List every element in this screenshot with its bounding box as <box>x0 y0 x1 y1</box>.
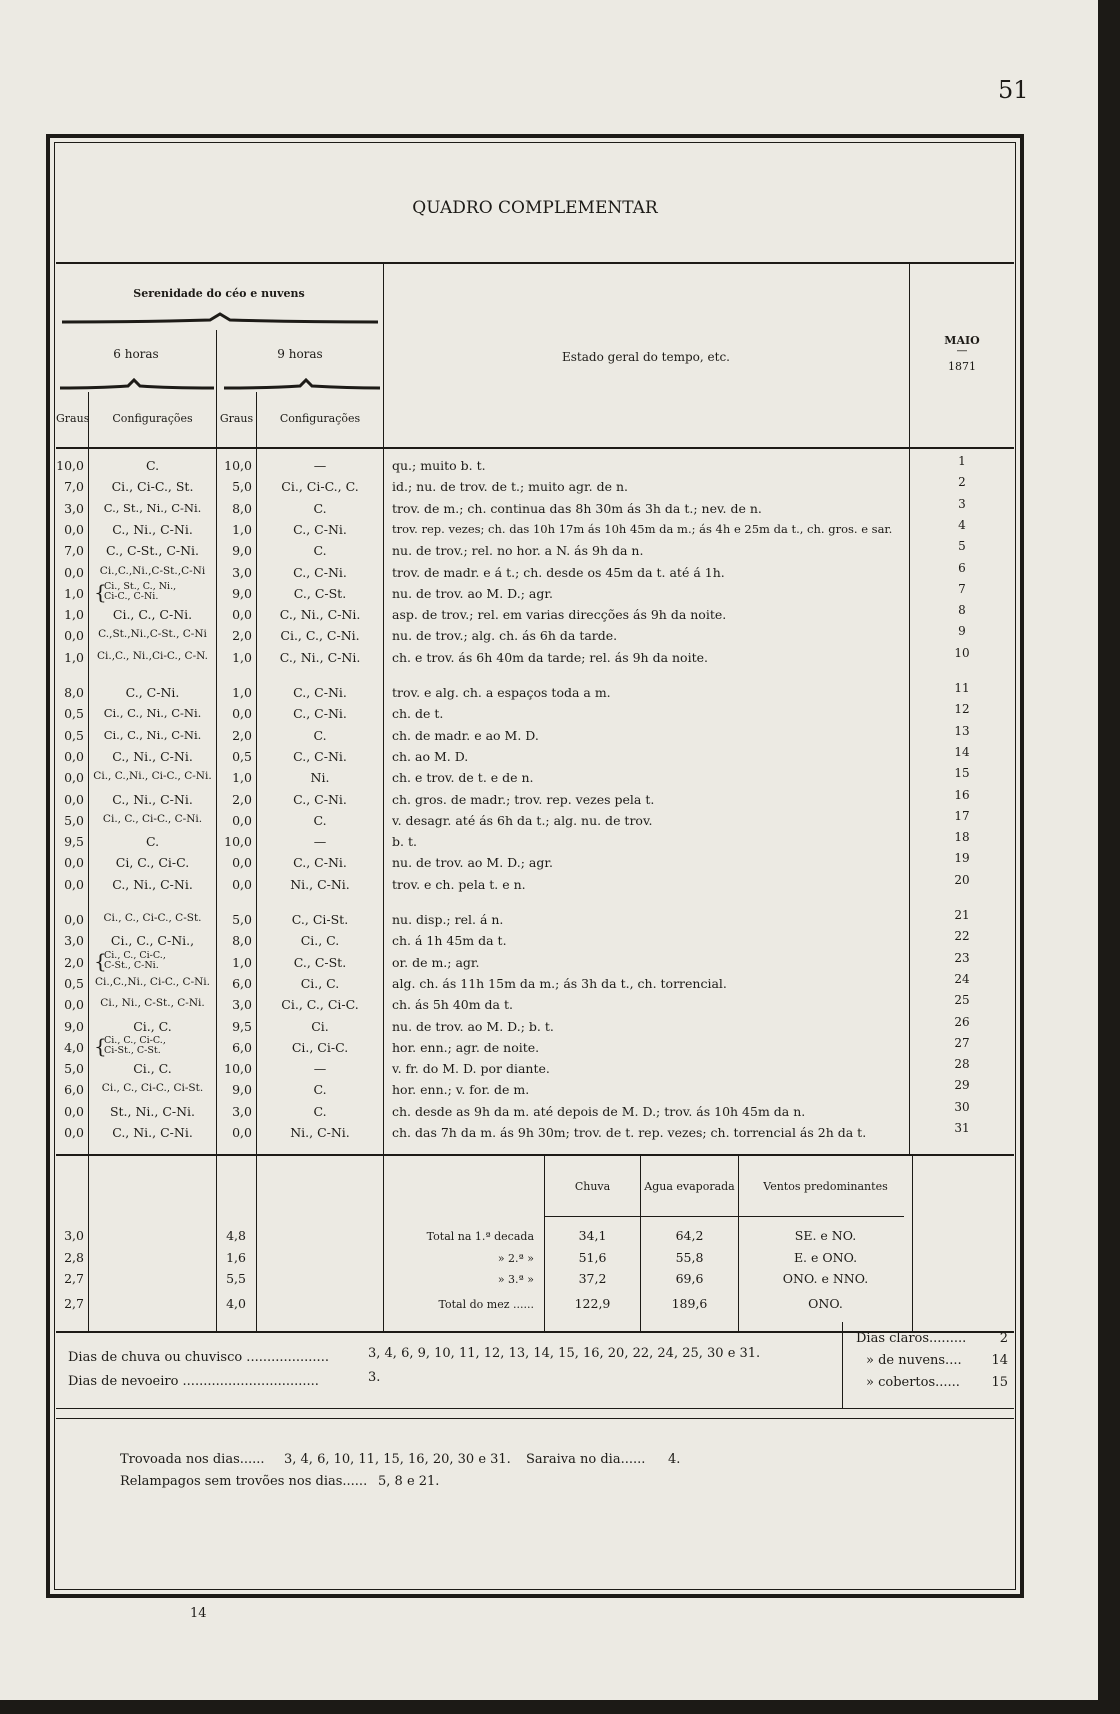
totals-col-line-3 <box>256 1156 257 1331</box>
estado-geral: ch. de madr. e ao M. D. <box>392 727 539 743</box>
config-6h: C. <box>145 834 160 850</box>
totals-header-chuva: Chuva <box>574 1180 611 1193</box>
config-6h: Ci., C., Ni., C-Ni. <box>103 727 202 742</box>
day-number: 22 <box>954 929 970 944</box>
config-6h-line1: Ci., C., Ci-C., <box>104 1034 166 1046</box>
totals-label: Total do mez ...... <box>438 1298 534 1311</box>
graus-9h: 1,0 <box>232 770 252 786</box>
config-9h: Ci., C., C-Ni. <box>280 628 360 644</box>
config-6h: Ci., C., Ci-C., C-St. <box>103 912 202 924</box>
day-number: 5 <box>958 539 966 554</box>
graus-6h: 1,0 <box>64 585 84 601</box>
estado-geral: trov. rep. vezes; ch. das 10h 17m ás 10h 45m da m.; ás 4h e 25m da t., ch. gros. e sar. <box>392 521 893 536</box>
day-number: 2 <box>958 475 966 490</box>
config-6h-line2: Ci-C., C-Ni. <box>104 590 159 602</box>
graus-6h: 4,0 <box>64 1039 84 1055</box>
estado-geral: ch. á 1h 45m da t. <box>392 933 507 949</box>
day-number: 10 <box>954 645 970 660</box>
brace-glyph: { <box>94 1033 107 1058</box>
estado-geral: hor. enn.; agr. de noite. <box>392 1039 540 1055</box>
estado-geral: ch. ao M. D. <box>392 748 469 764</box>
config-9h: C., C-Ni. <box>293 685 347 700</box>
summary-mid-rule <box>56 1408 1014 1409</box>
totals-ventos: ONO. e NNO. <box>782 1271 869 1286</box>
config-9h: — <box>313 1061 327 1077</box>
config-9h: C., C-Ni. <box>293 564 347 580</box>
estado-geral: qu.; muito b. t. <box>392 458 486 473</box>
config-9h: C. <box>313 500 327 516</box>
estado-geral: nu. de trov. ao M. D.; agr. <box>392 585 553 601</box>
header-year: 1871 <box>948 360 976 373</box>
brace-hours <box>58 378 384 392</box>
graus-6h: 3,0 <box>64 933 84 949</box>
config-9h: C., C-Ni. <box>293 706 347 722</box>
totals-ventos: E. e ONO. <box>793 1250 858 1265</box>
day-number: 31 <box>954 1121 970 1135</box>
estado-geral: ch. gros. de madr.; trov. rep. vezes pela t. <box>392 791 655 807</box>
graus-6h: 3,0 <box>64 500 84 516</box>
col-line-4 <box>383 448 384 1154</box>
config-9h: C., C-Ni. <box>293 521 347 537</box>
saraiva-label: Saraiva no dia...... <box>526 1452 646 1467</box>
day-number: 25 <box>954 993 970 1008</box>
graus-6h: 9,0 <box>64 1018 84 1034</box>
graus-6h: 0,0 <box>64 912 84 927</box>
totals-chuva: 34,1 <box>578 1228 607 1243</box>
summary-divider <box>842 1322 843 1408</box>
day-number: 21 <box>954 908 970 922</box>
graus-9h: 1,0 <box>232 649 252 665</box>
graus-6h: 0,5 <box>64 727 84 743</box>
estado-geral: nu. de trov.; rel. no hor. a N. ás 9h da n. <box>392 543 644 559</box>
totals-label: Total na 1.ª decada <box>426 1230 534 1243</box>
page-number: 51 <box>998 76 1029 104</box>
graus-9h: 3,0 <box>232 1103 252 1119</box>
config-9h: C. <box>313 543 327 559</box>
brace-glyph: { <box>94 579 107 604</box>
config-9h: C., Ci-St. <box>291 912 349 927</box>
dias-claros-label: Dias claros......... <box>856 1331 967 1346</box>
config-9h: C., C-Ni. <box>293 748 347 764</box>
footer-number: 14 <box>190 1606 207 1621</box>
day-number: 9 <box>958 624 966 639</box>
graus-6h: 0,0 <box>64 770 84 786</box>
config-9h: Ci., C. <box>300 933 340 949</box>
graus-9h: 0,0 <box>232 1125 252 1140</box>
config-9h: Ci., C. <box>300 975 340 991</box>
dias-nevoeiro-value: 3. <box>368 1370 381 1385</box>
totals-header-ventos: Ventos predominantes <box>763 1180 888 1193</box>
estado-geral: nu. disp.; rel. á n. <box>392 912 504 927</box>
estado-geral: trov. e alg. ch. a espaços toda a m. <box>392 685 611 700</box>
graus-9h: 6,0 <box>232 975 252 991</box>
graus-9h: 9,0 <box>232 543 252 559</box>
totals-graus-6h: 3,0 <box>64 1228 84 1243</box>
header-top-rule <box>56 262 1014 264</box>
config-6h-line2: Ci-St., C-St. <box>104 1044 161 1056</box>
day-number: 28 <box>954 1057 970 1072</box>
totals-col-line-1 <box>88 1156 89 1331</box>
graus-6h: 0,0 <box>64 628 84 644</box>
dias-chuva-value: 3, 4, 6, 9, 10, 11, 12, 13, 14, 15, 16, 20, 22, 24, 25, 30 e 31. <box>368 1346 761 1361</box>
graus-6h: 9,5 <box>64 834 84 850</box>
config-9h: C., C-Ni. <box>293 791 347 807</box>
config-9h: — <box>313 458 327 473</box>
day-number: 26 <box>954 1014 970 1029</box>
graus-9h: 8,0 <box>232 933 252 949</box>
trovoada-label: Trovoada nos dias...... <box>120 1452 265 1467</box>
dias-cobertos-label: » cobertos...... <box>866 1375 960 1390</box>
totals-ventos: SE. e NO. <box>794 1228 857 1243</box>
day-number: 30 <box>954 1099 970 1114</box>
config-6h: C., Ni., C-Ni. <box>112 1125 193 1140</box>
day-number: 14 <box>954 744 970 759</box>
totals-agua: 55,8 <box>675 1250 704 1265</box>
graus-9h: 0,5 <box>232 748 252 764</box>
graus-9h: 3,0 <box>232 997 252 1013</box>
graus-6h: 0,0 <box>64 564 84 580</box>
config-6h-line1: Ci., St., C., Ni., <box>104 580 177 592</box>
graus-9h: 10,0 <box>224 458 252 473</box>
day-number: 18 <box>954 830 970 845</box>
config-9h: C., C-St. <box>293 585 347 601</box>
totals-top-rule <box>56 1154 1014 1156</box>
header-bottom-rule <box>56 447 1014 449</box>
estado-geral: ch. ás 5h 40m da t. <box>392 997 513 1013</box>
graus-9h: 9,0 <box>232 585 252 601</box>
totals-subheader-rule <box>544 1216 904 1217</box>
header-config-6: Configurações <box>112 412 193 425</box>
graus-9h: 9,0 <box>232 1082 252 1098</box>
estado-geral: hor. enn.; v. for. de m. <box>392 1082 530 1098</box>
estado-geral: ch. e trov. ás 6h 40m da tarde; rel. ás 9h da noite. <box>392 649 708 665</box>
config-6h: Ci., C., Ci-C., Ci-St. <box>101 1082 204 1095</box>
graus-9h: 8,0 <box>232 500 252 516</box>
day-number: 24 <box>954 971 970 986</box>
graus-9h: 9,5 <box>232 1018 252 1034</box>
day-number: 16 <box>954 787 970 802</box>
estado-geral: alg. ch. ás 11h 15m da m.; ás 3h da t., ch. torrencial. <box>392 975 727 991</box>
config-6h: St., Ni., C-Ni. <box>109 1103 196 1119</box>
header-graus-6: Graus <box>56 412 90 425</box>
graus-6h: 6,0 <box>64 1082 84 1098</box>
config-9h: Ni., C-Ni. <box>290 876 350 892</box>
totals-graus-6h: 2,7 <box>64 1296 84 1311</box>
config-6h: Ci., Ni., C-St., C-Ni. <box>100 997 205 1010</box>
graus-6h: 1,0 <box>64 607 84 623</box>
graus-6h: 0,5 <box>64 706 84 722</box>
config-6h: Ci.,C., Ni.,Ci-C., C-N. <box>96 649 208 662</box>
brace-glyph: { <box>94 948 107 973</box>
header-6-horas: 6 horas <box>113 347 159 361</box>
dias-nevoeiro-label: Dias de nevoeiro ................................. <box>68 1374 319 1389</box>
estado-geral: b. t. <box>392 834 417 850</box>
totals-graus-9h: 5,5 <box>226 1271 246 1286</box>
day-number: 20 <box>954 872 970 887</box>
graus-9h: 2,0 <box>232 628 252 644</box>
config-6h: Ci.,C.,Ni., Ci-C., C-Ni. <box>94 975 211 988</box>
totals-chuva: 37,2 <box>578 1271 607 1286</box>
totals-col-line-8 <box>912 1156 913 1331</box>
totals-agua: 69,6 <box>675 1271 704 1286</box>
totals-graus-6h: 2,7 <box>64 1271 84 1286</box>
graus-9h: 2,0 <box>232 791 252 807</box>
day-number: 13 <box>954 723 970 738</box>
day-number: 27 <box>954 1035 970 1050</box>
config-9h: C., Ni., C-Ni. <box>279 607 361 623</box>
graus-9h: 1,0 <box>232 521 252 537</box>
day-number: 17 <box>954 808 970 823</box>
estado-geral: ch. desde as 9h da m. até depois de M. D.; trov. ás 10h 45m da n. <box>392 1103 806 1119</box>
graus-6h: 7,0 <box>64 479 84 495</box>
estado-geral: trov. e ch. pela t. e n. <box>392 876 526 892</box>
config-6h: C., Ni., C-Ni. <box>112 791 193 807</box>
graus-9h: 10,0 <box>224 834 252 850</box>
graus-6h: 0,0 <box>64 855 84 871</box>
config-9h: Ci. <box>311 1018 329 1034</box>
config-6h: Ci., C.,Ni., Ci-C., C-Ni. <box>93 770 212 783</box>
config-6h: C., C-St., C-Ni. <box>105 543 200 559</box>
graus-6h: 10,0 <box>56 458 84 473</box>
day-number: 23 <box>954 950 970 965</box>
totals-label: » 2.ª » <box>497 1252 534 1265</box>
totals-chuva: 122,9 <box>574 1296 611 1311</box>
graus-6h: 0,0 <box>64 791 84 807</box>
graus-6h: 5,0 <box>64 1061 84 1077</box>
config-6h: Ci., C. <box>133 1061 172 1077</box>
graus-6h: 0,0 <box>64 1125 84 1140</box>
config-9h: — <box>313 834 327 850</box>
table-title: QUADRO COMPLEMENTAR <box>412 198 658 218</box>
config-9h: C., C-Ni. <box>293 855 347 871</box>
config-9h: Ci., Ci-C. <box>291 1039 349 1055</box>
estado-geral: or. de m.; agr. <box>392 954 480 970</box>
graus-6h: 2,0 <box>64 954 84 970</box>
estado-geral: nu. de trov. ao M. D.; agr. <box>392 855 553 871</box>
graus-9h: 6,0 <box>232 1039 252 1055</box>
estado-geral: asp. de trov.; rel. em varias direcções ás 9h da noite. <box>392 607 727 623</box>
header-dash: — <box>956 344 968 357</box>
graus-6h: 7,0 <box>64 543 84 559</box>
header-graus-9: Graus <box>219 412 254 425</box>
trovoada-value: 3, 4, 6, 10, 11, 15, 16, 20, 30 e 31. <box>284 1452 511 1467</box>
estado-geral: ch. das 7h da m. ás 9h 30m; trov. de t. rep. vezes; ch. torrencial ás 2h da t. <box>392 1125 867 1140</box>
config-9h: Ni., C-Ni. <box>290 1125 350 1140</box>
config-6h: C., St., Ni., C-Ni. <box>103 500 202 515</box>
estado-geral: ch. de t. <box>392 706 444 722</box>
graus-9h: 5,0 <box>232 912 252 927</box>
totals-chuva: 51,6 <box>578 1250 607 1265</box>
dias-nuvens-value: 14 <box>991 1353 1008 1368</box>
totals-graus-6h: 2,8 <box>64 1250 84 1265</box>
estado-geral: id.; nu. de trov. de t.; muito agr. de n. <box>392 479 629 495</box>
header-estado: Estado geral do tempo, etc. <box>562 350 730 364</box>
brace-serenidade <box>60 312 380 328</box>
config-6h: C., C-Ni. <box>125 685 180 700</box>
graus-9h: 3,0 <box>232 564 252 580</box>
graus-9h: 0,0 <box>232 706 252 722</box>
totals-agua: 64,2 <box>675 1228 704 1243</box>
graus-9h: 0,0 <box>232 855 252 871</box>
config-9h: Ci., Ci-C., C. <box>281 479 359 495</box>
graus-9h: 2,0 <box>232 727 252 743</box>
config-6h: C., Ni., C-Ni. <box>112 521 193 537</box>
config-9h: C. <box>313 1082 327 1098</box>
dias-cobertos-value: 15 <box>991 1375 1008 1390</box>
relampagos-label: Relampagos sem trovões nos dias...... <box>120 1474 368 1489</box>
config-6h-line1: Ci., C., Ci-C., <box>104 949 166 961</box>
relampagos-value: 5, 8 e 21. <box>378 1474 440 1489</box>
config-6h: C., Ni., C-Ni. <box>112 748 193 764</box>
graus-9h: 10,0 <box>224 1061 252 1077</box>
estado-geral: v. desagr. até ás 6h da t.; alg. nu. de trov. <box>392 812 653 828</box>
graus-6h: 1,0 <box>64 649 84 665</box>
config-9h: C., Ni., C-Ni. <box>279 649 361 665</box>
graus-6h: 5,0 <box>64 812 84 828</box>
day-number: 15 <box>954 766 970 781</box>
graus-9h: 5,0 <box>232 479 252 495</box>
graus-6h: 0,0 <box>64 748 84 764</box>
estado-geral: trov. de madr. e á t.; ch. desde os 45m da t. até á 1h. <box>392 564 725 580</box>
config-6h-line2: C-St., C-Ni. <box>104 959 159 971</box>
dias-claros-value: 2 <box>999 1331 1008 1346</box>
estado-geral: ch. e trov. de t. e de n. <box>392 770 534 786</box>
config-6h: Ci., C., Ci-C., C-Ni. <box>102 812 203 825</box>
graus-9h: 0,0 <box>232 812 252 828</box>
config-6h: Ci, C., Ci-C. <box>115 855 190 871</box>
graus-9h: 1,0 <box>232 685 252 700</box>
config-9h: C. <box>313 812 327 828</box>
config-6h: Ci., C., C-Ni., <box>110 933 195 949</box>
config-9h: C. <box>313 727 327 743</box>
day-number: 29 <box>954 1078 970 1093</box>
config-9h: C., C-St. <box>293 954 347 970</box>
day-number: 19 <box>954 851 970 866</box>
saraiva-value: 4. <box>668 1452 681 1467</box>
graus-9h: 1,0 <box>232 954 252 970</box>
header-month: MAIO <box>944 334 980 347</box>
header-config-9: Configurações <box>279 412 361 425</box>
graus-9h: 0,0 <box>232 607 252 623</box>
config-9h: Ni. <box>310 770 330 786</box>
day-number: 12 <box>954 702 970 717</box>
config-6h: Ci., C., Ni., C-Ni. <box>103 706 202 721</box>
graus-6h: 0,5 <box>64 975 84 991</box>
graus-9h: 0,0 <box>232 876 252 892</box>
config-6h: Ci., C. <box>133 1018 172 1034</box>
config-6h: C., Ni., C-Ni. <box>112 876 193 892</box>
config-9h: Ci., C., Ci-C. <box>281 997 359 1013</box>
config-6h: Ci., Ci-C., St. <box>111 479 194 495</box>
totals-graus-9h: 4,8 <box>226 1228 246 1243</box>
config-6h: Ci.,C.,Ni.,C-St.,C-Ni <box>99 564 206 577</box>
day-number: 7 <box>958 581 966 596</box>
header-serenidade: Serenidade do céo e nuvens <box>133 287 305 300</box>
graus-6h: 0,0 <box>64 1103 84 1119</box>
totals-graus-9h: 4,0 <box>226 1296 246 1311</box>
config-6h: Ci., C., C-Ni. <box>112 607 193 623</box>
day-number: 6 <box>958 560 966 575</box>
graus-6h: 8,0 <box>64 685 84 700</box>
config-6h: C. <box>145 458 160 473</box>
totals-label: » 3.ª » <box>497 1273 534 1286</box>
estado-geral: nu. de trov.; alg. ch. ás 6h da tarde. <box>392 628 618 644</box>
config-6h: C.,St.,Ni.,C-St., C-Ni <box>98 628 207 641</box>
dias-chuva-label: Dias de chuva ou chuvisco .................... <box>68 1350 329 1365</box>
day-number: 11 <box>954 681 970 695</box>
graus-6h: 0,0 <box>64 997 84 1013</box>
estado-geral: v. fr. do M. D. por diante. <box>392 1061 550 1077</box>
header-9-horas: 9 horas <box>277 347 323 361</box>
totals-graus-9h: 1,6 <box>226 1250 246 1265</box>
totals-ventos: ONO. <box>808 1296 843 1311</box>
totals-agua: 189,6 <box>671 1296 708 1311</box>
dias-nuvens-label: » de nuvens.... <box>866 1353 962 1368</box>
estado-geral: trov. de m.; ch. continua das 8h 30m ás 3h da t.; nev. de n. <box>392 500 762 516</box>
day-number: 8 <box>958 603 966 618</box>
summary-mid-rule-2 <box>56 1418 1014 1419</box>
day-number: 3 <box>958 496 966 511</box>
day-number: 4 <box>958 517 966 532</box>
totals-header-agua: Agua evaporada <box>644 1180 735 1193</box>
graus-6h: 0,0 <box>64 521 84 537</box>
config-9h: C. <box>313 1103 327 1119</box>
graus-6h: 0,0 <box>64 876 84 892</box>
day-number: 1 <box>958 454 966 468</box>
estado-geral: nu. de trov. ao M. D.; b. t. <box>392 1018 554 1034</box>
